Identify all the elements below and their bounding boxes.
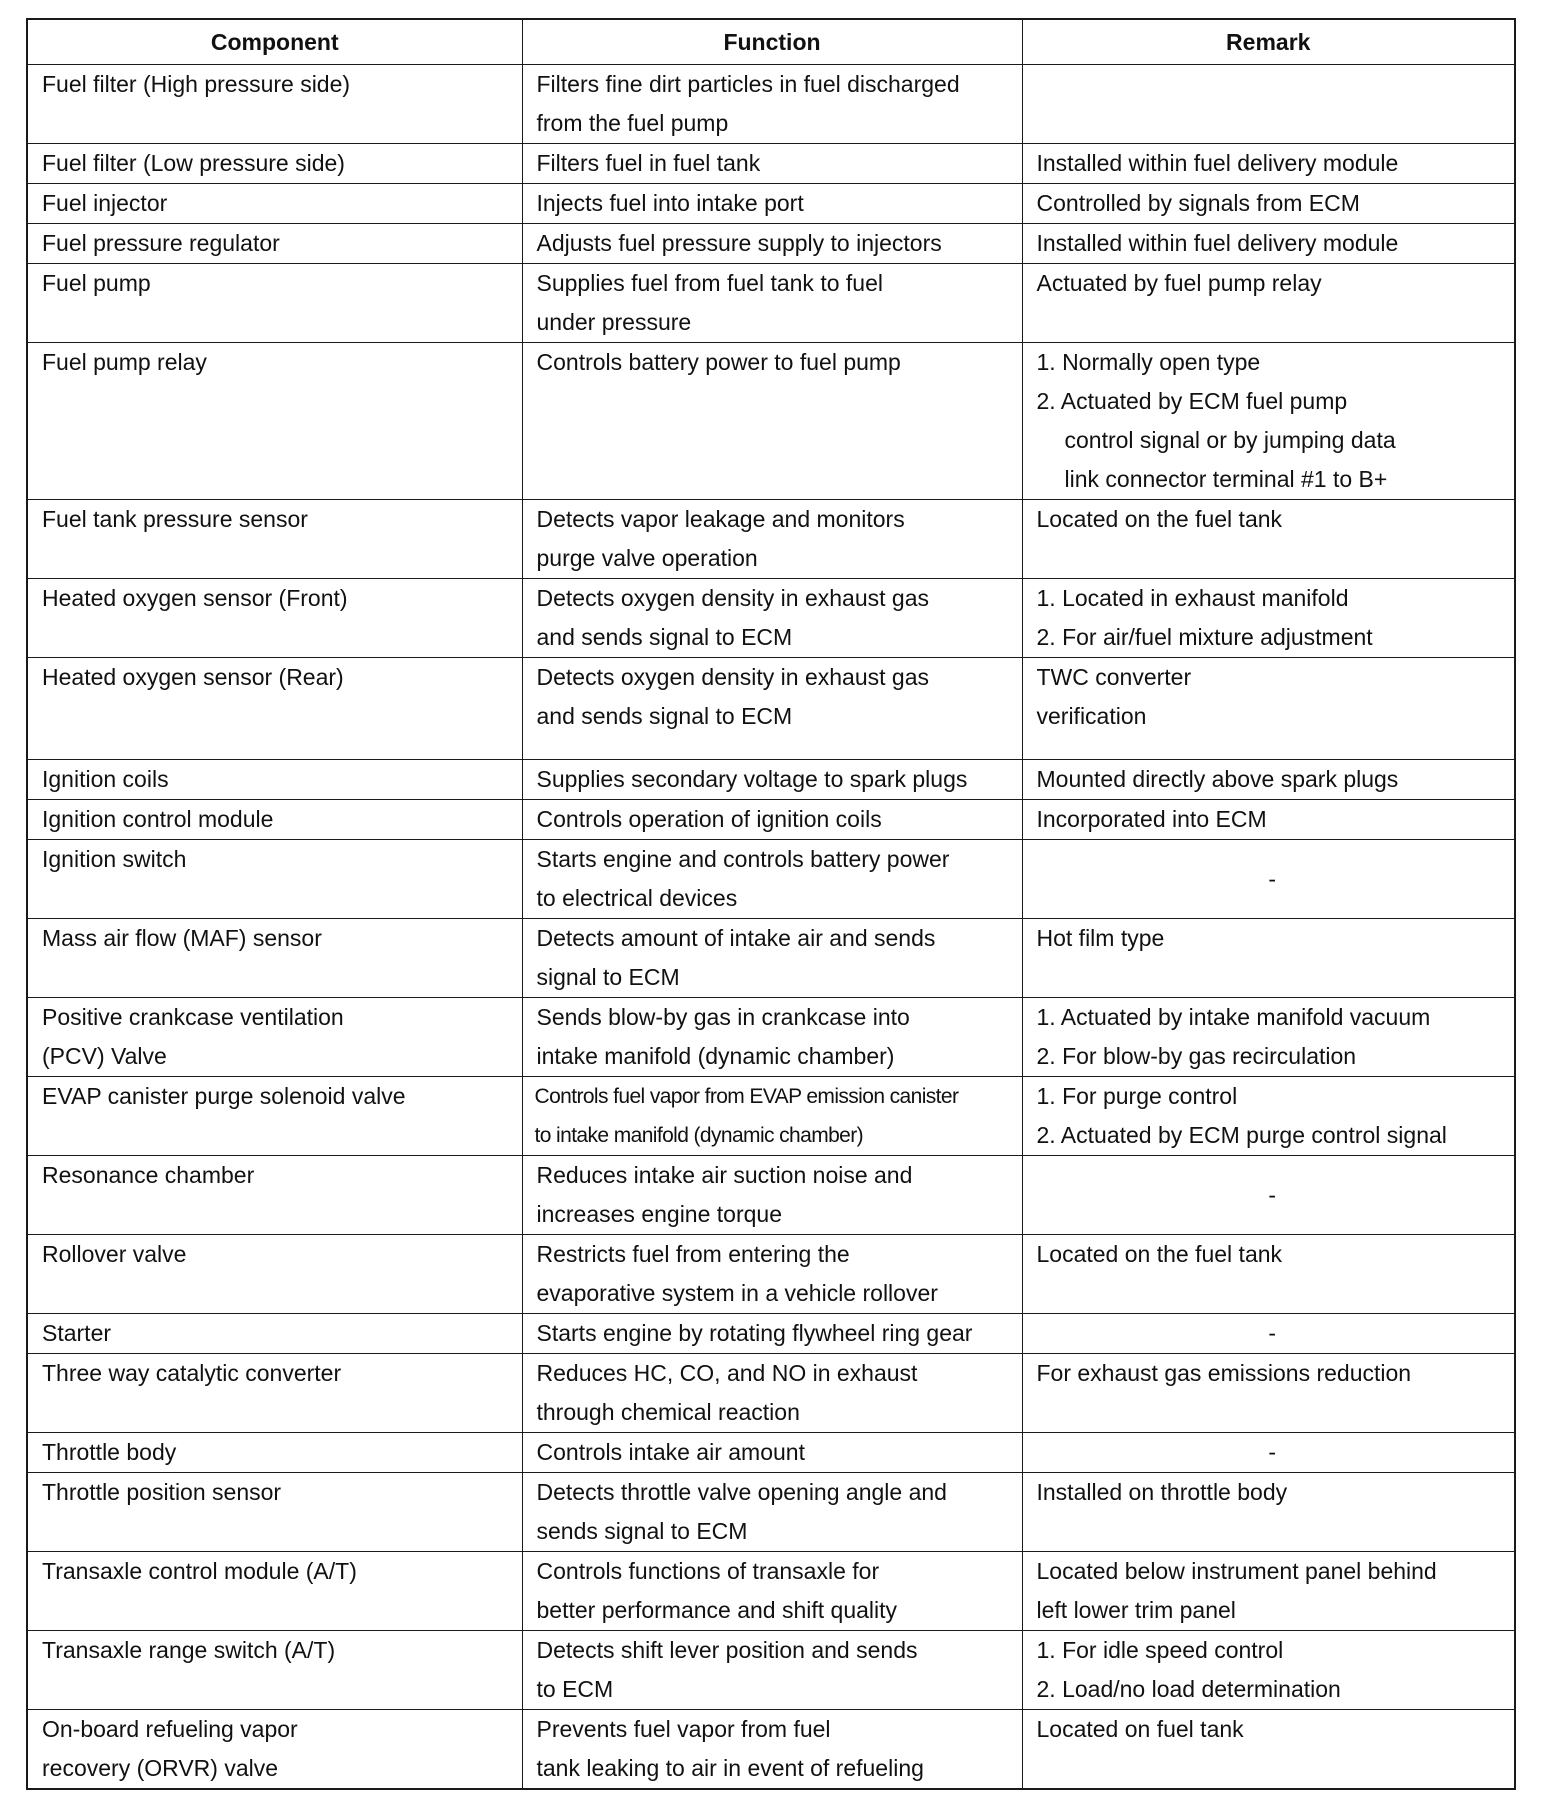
cell-component [27,800,522,840]
cell-component-line: (PCV) Valve [42,1043,167,1069]
cell-component [27,224,522,264]
table-row [27,500,1515,579]
cell-function-line: intake manifold (dynamic chamber) [536,1043,895,1069]
cell-remark-line: link connector terminal #1 to B+ [1064,466,1388,492]
cell-function [522,1473,1022,1552]
cell-component-line: Fuel injector [42,190,168,216]
cell-remark-line: Actuated by fuel pump relay [1036,270,1322,296]
cell-function-line: Detects amount of intake air and sends [536,925,936,951]
cell-component [27,840,522,919]
cell-function-line: Detects throttle valve opening angle and [536,1479,947,1505]
table-row [27,1314,1515,1354]
cell-function [522,1354,1022,1433]
table-body [27,65,1515,1790]
cell-remark-line: left lower trim panel [1036,1597,1236,1623]
cell-function-line: better performance and shift quality [536,1597,898,1623]
cell-component-line: Throttle body [42,1439,177,1465]
table-row [27,1077,1515,1156]
cell-component [27,1710,522,1790]
cell-remark-line: 2. Actuated by ECM purge control signal [1036,1122,1447,1148]
cell-remark [1022,1710,1515,1790]
cell-remark-line: Controlled by signals from ECM [1036,190,1360,216]
cell-remark [1022,1473,1515,1552]
header-remark: Remark [1022,19,1515,65]
table-header [27,19,1515,65]
table-row [27,184,1515,224]
cell-remark-line: For exhaust gas emissions reduction [1036,1360,1412,1386]
cell-remark [1022,500,1515,579]
cell-function [522,1314,1022,1354]
cell-function [522,658,1022,760]
cell-function-line: Controls fuel vapor from EVAP emission canister [534,1085,959,1108]
table-row [27,343,1515,500]
cell-function-line: Reduces HC, CO, and NO in exhaust [536,1360,918,1386]
cell-function-line: sends signal to ECM [536,1518,748,1544]
table-row [27,1156,1515,1235]
table-row [27,919,1515,998]
cell-remark-line: 1. For purge control [1036,1083,1238,1109]
cell-component-line: Fuel pressure regulator [42,230,280,256]
cell-function-line: tank leaking to air in event of refueling [536,1755,924,1781]
cell-remark-line: - [1268,1439,1277,1465]
cell-component-line: Ignition switch [42,846,187,872]
document-page [26,18,1514,1790]
cell-remark [1022,1631,1515,1710]
cell-function-line: Starts engine and controls battery power [536,846,950,872]
table-row [27,224,1515,264]
cell-function-line: Restricts fuel from entering the [536,1241,850,1267]
cell-function [522,1631,1022,1710]
cell-component-line: Fuel tank pressure sensor [42,506,308,532]
cell-component [27,343,522,500]
cell-function-line: Injects fuel into intake port [536,190,804,216]
cell-function-line: Detects oxygen density in exhaust gas [536,585,930,611]
cell-remark [1022,1552,1515,1631]
cell-remark-line: Installed on throttle body [1036,1479,1288,1505]
cell-function [522,65,1022,144]
cell-function [522,1552,1022,1631]
cell-function [522,224,1022,264]
cell-remark [1022,1354,1515,1433]
cell-component [27,144,522,184]
cell-function-line: Filters fine dirt particles in fuel discharged [536,71,960,97]
cell-remark-line: Incorporated into ECM [1036,806,1267,832]
cell-component [27,579,522,658]
cell-component-line: Starter [42,1320,112,1346]
table-row [27,760,1515,800]
cell-component [27,760,522,800]
cell-function [522,800,1022,840]
cell-remark-line: 2. Actuated by ECM fuel pump [1036,388,1348,414]
cell-function [522,343,1022,500]
table-row [27,998,1515,1077]
table-row [27,65,1515,144]
cell-function-line: Controls functions of transaxle for [536,1558,880,1584]
cell-component [27,1433,522,1473]
cell-function-line: Controls battery power to fuel pump [536,349,901,375]
cell-remark [1022,65,1515,144]
cell-remark-line: 1. Normally open type [1036,349,1261,375]
cell-remark [1022,579,1515,658]
cell-component-line: EVAP canister purge solenoid valve [42,1083,406,1109]
cell-remark-line: control signal or by jumping data [1064,427,1396,453]
cell-function-line: Prevents fuel vapor from fuel [536,1716,831,1742]
cell-function-line: and sends signal to ECM [536,703,793,729]
table-row [27,1710,1515,1790]
cell-function [522,264,1022,343]
cell-component-line: recovery (ORVR) valve [42,1755,279,1781]
cell-function-line: increases engine torque [536,1201,782,1227]
cell-function-line: Controls intake air amount [536,1439,805,1465]
cell-function-line: evaporative system in a vehicle rollover [536,1280,938,1306]
cell-function [522,1156,1022,1235]
cell-component-line: Fuel pump relay [42,349,207,375]
cell-function-line: Reduces intake air suction noise and [536,1162,913,1188]
cell-remark-line: 2. Load/no load determination [1036,1676,1341,1702]
cell-component [27,1552,522,1631]
cell-function-line: from the fuel pump [536,110,729,136]
table-row [27,264,1515,343]
cell-remark-line: 1. Located in exhaust manifold [1036,585,1349,611]
cell-remark-line: - [1268,1320,1277,1346]
cell-component-line: Fuel filter (Low pressure side) [42,150,345,176]
cell-function-line: Starts engine by rotating flywheel ring gear [536,1320,973,1346]
cell-component [27,1631,522,1710]
cell-component-line: Three way catalytic converter [42,1360,342,1386]
cell-function-line: under pressure [536,309,692,335]
component-table [26,18,1516,1790]
cell-component [27,1156,522,1235]
cell-remark [1022,800,1515,840]
cell-remark-line: 1. For idle speed control [1036,1637,1284,1663]
cell-remark [1022,919,1515,998]
table-row [27,840,1515,919]
cell-component-line: On-board refueling vapor [42,1716,298,1742]
cell-function-line: Supplies secondary voltage to spark plugs [536,766,968,792]
cell-function-line: and sends signal to ECM [536,624,793,650]
cell-function [522,998,1022,1077]
cell-function-line: signal to ECM [536,964,680,990]
table-row [27,1235,1515,1314]
table-row [27,1631,1515,1710]
cell-remark [1022,760,1515,800]
table-row [27,800,1515,840]
cell-function-line: to ECM [536,1676,614,1702]
table-row [27,658,1515,760]
cell-component-line: Fuel filter (High pressure side) [42,71,351,97]
cell-component [27,184,522,224]
cell-function [522,144,1022,184]
cell-component [27,1473,522,1552]
cell-component [27,919,522,998]
cell-component-line: Ignition control module [42,806,274,832]
cell-remark-line: - [1268,865,1277,892]
cell-component [27,998,522,1077]
cell-remark-line: Hot film type [1036,925,1165,951]
cell-remark-line: Located on the fuel tank [1036,506,1283,532]
cell-remark-line: verification [1036,703,1147,729]
cell-remark [1022,1077,1515,1156]
cell-component [27,1077,522,1156]
cell-remark [1022,144,1515,184]
table-row [27,1552,1515,1631]
cell-function-line: through chemical reaction [536,1399,800,1425]
cell-remark-line: Installed within fuel delivery module [1036,230,1399,256]
cell-function [522,1710,1022,1790]
table-row [27,579,1515,658]
cell-component [27,658,522,760]
cell-remark [1022,224,1515,264]
table-row [27,1354,1515,1433]
cell-remark [1022,1156,1515,1235]
cell-component-line: Resonance chamber [42,1162,255,1188]
cell-component-line: Fuel pump [42,270,151,296]
cell-function [522,1077,1022,1156]
header-row [27,19,1515,65]
cell-function-line: Controls operation of ignition coils [536,806,882,832]
cell-component-line: Heated oxygen sensor (Front) [42,585,348,611]
cell-component [27,65,522,144]
cell-function [522,184,1022,224]
cell-remark [1022,1235,1515,1314]
cell-function-line: Detects vapor leakage and monitors [536,506,905,532]
cell-remark [1022,184,1515,224]
cell-component-line: Rollover valve [42,1241,187,1267]
cell-remark [1022,343,1515,500]
cell-function-line: Sends blow-by gas in crankcase into [536,1004,910,1030]
cell-function-line: Detects oxygen density in exhaust gas [536,664,930,690]
cell-component [27,500,522,579]
cell-remark-line: Installed within fuel delivery module [1036,150,1399,176]
cell-component-line: Positive crankcase ventilation [42,1004,344,1030]
cell-function [522,1235,1022,1314]
cell-function [522,579,1022,658]
cell-remark [1022,264,1515,343]
cell-remark-line: Mounted directly above spark plugs [1036,766,1399,792]
cell-component [27,1314,522,1354]
cell-remark-line: - [1268,1181,1277,1208]
cell-function-line: purge valve operation [536,545,758,571]
cell-remark-line: 1. Actuated by intake manifold vacuum [1036,1004,1431,1030]
cell-function-line: to intake manifold (dynamic chamber) [534,1124,864,1147]
cell-function-line: Adjusts fuel pressure supply to injectors [536,230,942,256]
cell-function [522,760,1022,800]
table-row [27,144,1515,184]
cell-remark-line: Located below instrument panel behind [1036,1558,1437,1584]
cell-function-line: Supplies fuel from fuel tank to fuel [536,270,883,296]
cell-remark-line: Located on fuel tank [1036,1716,1244,1742]
cell-component-line: Transaxle range switch (A/T) [42,1637,336,1663]
cell-function [522,919,1022,998]
cell-function-line: Filters fuel in fuel tank [536,150,761,176]
cell-remark [1022,1433,1515,1473]
cell-remark-line: Located on the fuel tank [1036,1241,1283,1267]
cell-remark [1022,840,1515,919]
cell-component [27,1235,522,1314]
cell-component-line: Ignition coils [42,766,169,792]
cell-component-line: Throttle position sensor [42,1479,282,1505]
cell-component-line: Heated oxygen sensor (Rear) [42,664,344,690]
cell-function [522,500,1022,579]
cell-remark [1022,1314,1515,1354]
cell-component [27,1354,522,1433]
cell-remark-line: 2. For air/fuel mixture adjustment [1036,624,1373,650]
header-component: Component [27,19,522,65]
cell-remark [1022,658,1515,760]
cell-remark [1022,998,1515,1077]
cell-function-line: Detects shift lever position and sends [536,1637,918,1663]
cell-remark-line: 2. For blow-by gas recirculation [1036,1043,1357,1069]
cell-remark-line: TWC converter [1036,664,1192,690]
cell-component-line: Mass air flow (MAF) sensor [42,925,322,951]
header-function: Function [522,19,1022,65]
cell-function-line: to electrical devices [536,885,738,911]
cell-component-line: Transaxle control module (A/T) [42,1558,357,1584]
cell-function [522,840,1022,919]
table-row [27,1473,1515,1552]
table-row [27,1433,1515,1473]
cell-function [522,1433,1022,1473]
cell-component [27,264,522,343]
